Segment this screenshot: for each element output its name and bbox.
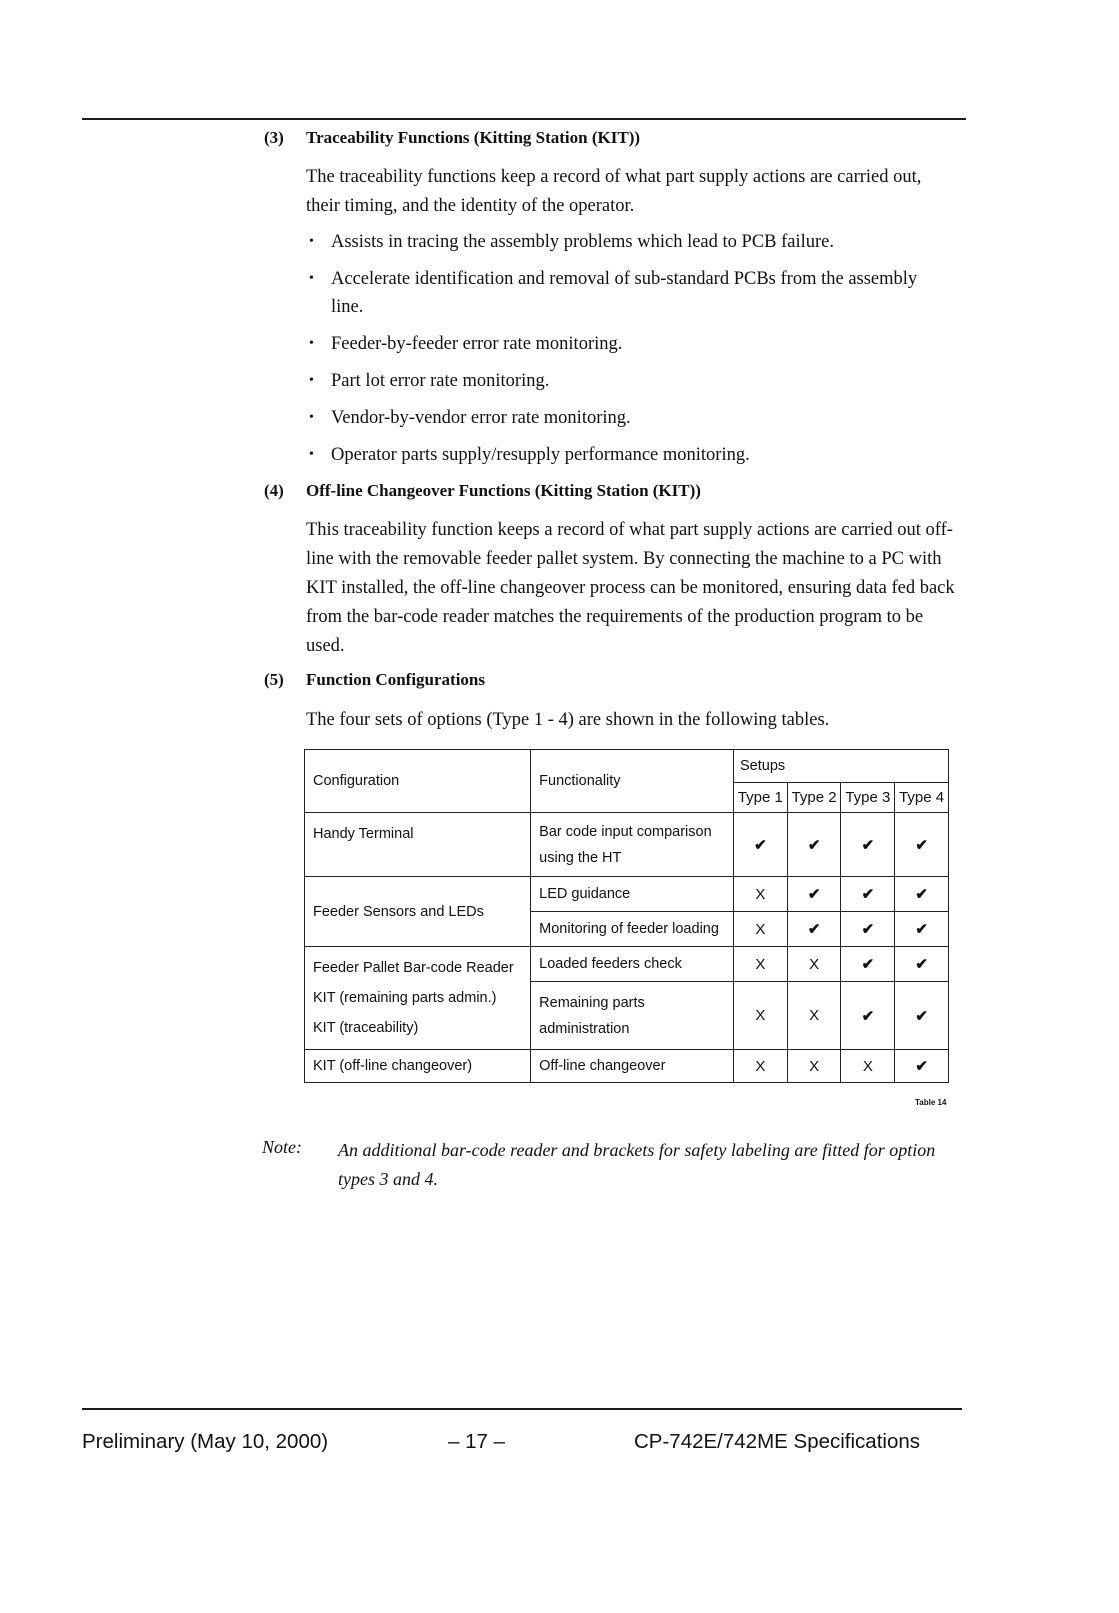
list-item: • Operator parts supply/resupply performance monitoring. [306, 441, 946, 469]
check-icon: ✔ [841, 947, 895, 982]
bullet-icon: • [309, 271, 314, 286]
bullet-icon: • [309, 336, 314, 351]
section-title: Traceability Functions (Kitting Station (KIT)) [306, 128, 641, 147]
section-3-body: The traceability functions keep a record of what part supply actions are carried out, their timing, and the identity of the operator. [306, 167, 922, 216]
x-mark-icon: X [841, 1050, 895, 1083]
x-mark-icon: X [733, 947, 787, 982]
note-label: Note: [262, 1137, 302, 1157]
table-row [305, 947, 949, 982]
table-row [305, 813, 949, 877]
section-5-heading [264, 670, 485, 690]
header-type-4: Type 4 [895, 783, 949, 813]
check-icon: ✔ [787, 912, 841, 947]
config-cell: Handy Terminal [305, 813, 531, 877]
function-configuration-table [304, 749, 949, 1083]
section-number: (4) [264, 481, 284, 500]
header-type-2: Type 2 [787, 783, 841, 813]
x-mark-icon: X [733, 1050, 787, 1083]
x-mark-icon: X [733, 877, 787, 912]
x-mark-icon: X [787, 982, 841, 1050]
list-item: • Feeder-by-feeder error rate monitoring. [306, 330, 946, 358]
config-cell: Feeder Pallet Bar-code Reader KIT (remaining parts admin.) KIT (traceability) [305, 947, 531, 1050]
bullet-icon: • [309, 373, 314, 388]
table-caption: Table 14 [915, 1098, 947, 1107]
functionality-cell: Monitoring of feeder loading [531, 912, 734, 947]
header-setups: Setups [733, 750, 948, 783]
bullet-icon: • [309, 410, 314, 425]
list-item: • Vendor-by-vendor error rate monitoring. [306, 404, 946, 432]
section-4-body: This traceability function keeps a record of what part supply actions are carried out off-line with the removable feeder pallet system. By connecting the machine to a PC with KIT installed, the off-line changeover process can be monitored, ensuring data fed back from the bar-code reader matches the requirements of the production program to be used. [306, 520, 955, 656]
list-item: • Assists in tracing the assembly problems which lead to PCB failure. [306, 228, 946, 256]
check-icon: ✔ [895, 947, 949, 982]
check-icon: ✔ [787, 877, 841, 912]
section-4-heading [264, 481, 701, 501]
check-icon: ✔ [895, 982, 949, 1050]
header-type-3: Type 3 [841, 783, 895, 813]
section-title: Function Configurations [306, 670, 485, 689]
footer-date: Preliminary (May 10, 2000) [82, 1430, 329, 1453]
section-title: Off-line Changeover Functions (Kitting Station (KIT)) [306, 481, 701, 500]
note-text: An additional bar-code reader and brackets for safety labeling are fitted for option types 3 and 4. [338, 1140, 936, 1189]
functionality-cell: Bar code input comparison using the HT [531, 813, 734, 877]
check-icon: ✔ [841, 813, 895, 877]
section-3-heading [264, 128, 640, 148]
check-icon: ✔ [841, 982, 895, 1050]
header-rule [82, 118, 966, 120]
functionality-cell: Loaded feeders check [531, 947, 734, 982]
footer-rule [82, 1408, 962, 1410]
check-icon: ✔ [895, 877, 949, 912]
header-configuration: Configuration [305, 750, 531, 813]
x-mark-icon: X [733, 982, 787, 1050]
functionality-cell: LED guidance [531, 877, 734, 912]
page-number: – 17 – [448, 1430, 505, 1453]
config-cell: Feeder Sensors and LEDs [305, 877, 531, 947]
table-row [305, 1050, 949, 1083]
functionality-cell: Off-line changeover [531, 1050, 734, 1083]
bullet-icon: • [309, 447, 314, 462]
check-icon: ✔ [895, 1050, 949, 1083]
section-number: (5) [264, 670, 284, 689]
functionality-cell: Remaining parts administration [531, 982, 734, 1050]
table-row [305, 877, 949, 912]
section-5-body: The four sets of options (Type 1 - 4) are shown in the following tables. [306, 710, 830, 730]
list-item: • Part lot error rate monitoring. [306, 367, 946, 395]
document-title: CP-742E/742ME Specifications [634, 1430, 921, 1453]
x-mark-icon: X [787, 1050, 841, 1083]
check-icon: ✔ [787, 813, 841, 877]
check-icon: ✔ [841, 912, 895, 947]
list-item: • Accelerate identification and removal of sub-standard PCBs from the assembly line. [306, 265, 946, 321]
config-cell: KIT (off-line changeover) [305, 1050, 531, 1083]
header-functionality: Functionality [531, 750, 734, 813]
check-icon: ✔ [895, 813, 949, 877]
x-mark-icon: X [787, 947, 841, 982]
table-header-row [305, 750, 949, 783]
section-number: (3) [264, 128, 284, 147]
bullet-icon: • [309, 234, 314, 249]
check-icon: ✔ [895, 912, 949, 947]
check-icon: ✔ [733, 813, 787, 877]
x-mark-icon: X [733, 912, 787, 947]
check-icon: ✔ [841, 877, 895, 912]
traceability-bullet-list [306, 228, 946, 478]
header-type-1: Type 1 [733, 783, 787, 813]
